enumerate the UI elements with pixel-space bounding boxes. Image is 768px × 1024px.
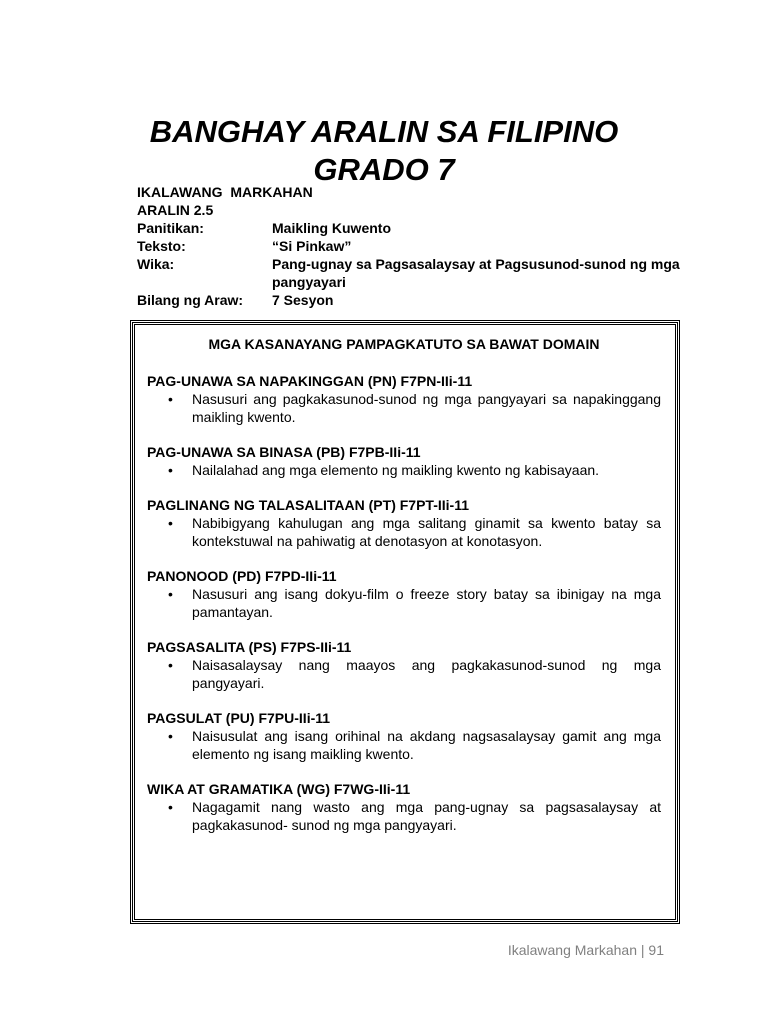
competency-item [147, 727, 661, 763]
meta-row-bilang-ng-araw [137, 291, 697, 309]
bullet-icon: • [168, 391, 173, 407]
competencies-box [132, 322, 678, 922]
meta-row-panitikan [137, 219, 697, 237]
domain-section-pn [147, 372, 661, 426]
competency-item [147, 798, 661, 834]
competency-item [147, 390, 661, 426]
domain-section-ps [147, 638, 661, 692]
meta-key: Bilang ng Araw: [137, 292, 244, 308]
competency-list [147, 514, 661, 550]
competencies-heading: MGA KASANAYANG PAMPAGKATUTO SA BAWAT DOMAIN [208, 336, 600, 352]
domain-title: PANONOOD (PD) F7PD-IIi-11 [147, 568, 337, 584]
domain-title: PAG-UNAWA SA NAPAKINGGAN (PN) F7PN-IIi-11 [147, 373, 473, 389]
document-title [0, 113, 768, 189]
page-footer: Ikalawang Markahan | 91 [507, 942, 664, 958]
domain-section-pd [147, 567, 661, 621]
quarter-label: IKALAWANG MARKAHAN [137, 184, 313, 200]
competency-list [147, 727, 661, 763]
meta-value: 7 Sesyon [272, 292, 334, 308]
domain-title: PAGSASALITA (PS) F7PS-IIi-11 [147, 639, 352, 655]
competency-item [147, 585, 661, 621]
meta-key: Wika: [137, 256, 175, 272]
domain-section-pt [147, 496, 661, 550]
competency-text: Naisasalaysay nang maayos ang pagkakasunod-sunod ng mga pangyayari. [192, 657, 661, 691]
bullet-icon: • [168, 799, 173, 815]
lesson-label: ARALIN 2.5 [137, 202, 214, 218]
meta-value: Pang-ugnay sa Pagsasalaysay at Pagsusunod-sunod ng mga pangyayari [272, 256, 680, 290]
domain-section-pu [147, 709, 661, 763]
meta-value: Maikling Kuwento [272, 220, 391, 236]
meta-key: Teksto: [137, 238, 186, 254]
meta-row-teksto [137, 237, 697, 255]
domain-title: PAG-UNAWA SA BINASA (PB) F7PB-IIi-11 [147, 444, 421, 460]
meta-value: “Si Pinkaw” [272, 238, 352, 254]
competency-item [147, 514, 661, 550]
bullet-icon: • [168, 728, 173, 744]
competency-list [147, 656, 661, 692]
domain-title: WIKA AT GRAMATIKA (WG) F7WG-IIi-11 [147, 781, 411, 797]
bullet-icon: • [168, 515, 173, 531]
competency-text: Nabibigyang kahulugan ang mga salitang ginamit sa kwento batay sa kontekstuwal na pahiwatig at denotasyon at konotasyon. [192, 515, 661, 549]
competency-text: Nailalahad ang mga elemento ng maikling kwento ng kabisayaan. [192, 462, 600, 478]
meta-key: Panitikan: [137, 220, 204, 236]
competency-text: Nasusuri ang pagkakasunod-sunod ng mga pangyayari sa napakinggang maikling kwento. [192, 391, 661, 425]
domain-section-pb [147, 443, 661, 479]
bullet-icon: • [168, 586, 173, 602]
competency-list [147, 585, 661, 621]
competency-list [147, 798, 661, 834]
domain-title: PAGLINANG NG TALASALITAAN (PT) F7PT-IIi-11 [147, 497, 469, 513]
competency-item [147, 461, 661, 479]
bullet-icon: • [168, 462, 173, 478]
competency-list [147, 390, 661, 426]
competency-text: Nasusuri ang isang dokyu-film o freeze story batay sa ibinigay na mga pamantayan. [192, 586, 661, 620]
title-line-2: GRADO 7 [313, 151, 455, 187]
competency-text: Naisusulat ang isang orihinal na akdang nagsasalaysay gamit ang mga elemento ng isang maikling kwento. [192, 728, 661, 762]
competencies-content [147, 335, 661, 851]
lesson-meta [137, 183, 697, 309]
competency-text: Nagagamit nang wasto ang mga pang-ugnay sa pagsasalaysay at pagkakasunod- sunod ng mga pangyayari. [192, 799, 661, 833]
meta-row-wika [137, 255, 697, 291]
domain-section-wg [147, 780, 661, 834]
domain-title: PAGSULAT (PU) F7PU-IIi-11 [147, 710, 331, 726]
title-line-1: BANGHAY ARALIN SA FILIPINO [149, 113, 619, 149]
bullet-icon: • [168, 657, 173, 673]
competency-list [147, 461, 661, 479]
competency-item [147, 656, 661, 692]
